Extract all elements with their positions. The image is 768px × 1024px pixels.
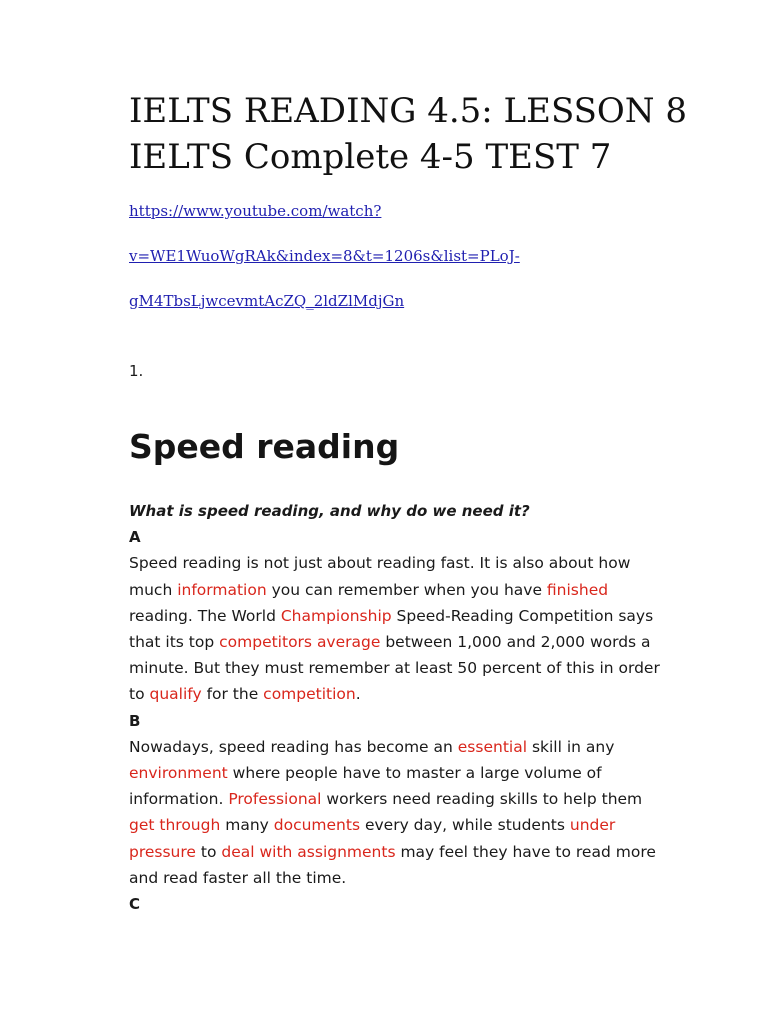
highlighted-term: documents: [273, 816, 361, 835]
highlighted-term: average: [316, 633, 381, 652]
highlighted-term: essential: [457, 737, 528, 756]
text-run: you can remember when you have: [266, 580, 547, 599]
paragraph-b: [129, 734, 729, 891]
text-run: information.: [129, 790, 229, 809]
text-run: minute. But they must remember at least 50 percent of this in order: [129, 659, 660, 678]
highlighted-term: Championship: [280, 606, 392, 625]
video-link-line-3[interactable]: gM4TbsLjwcevmtAcZQ_2ldZlMdjGn: [129, 292, 405, 310]
video-link-line-1[interactable]: https://www.youtube.com/watch?: [129, 202, 382, 220]
text-line: [129, 577, 729, 603]
heading-line-2: IELTS Complete 4-5 TEST 7: [129, 137, 612, 177]
text-run: and read faster all the time.: [129, 868, 347, 887]
highlighted-term: Professional: [228, 790, 322, 809]
text-run: .: [355, 685, 361, 704]
highlighted-term: competitors: [219, 633, 312, 652]
text-run: Speed-Reading Competition says: [391, 606, 654, 625]
paragraph-letter-b: B: [129, 711, 141, 730]
highlighted-term: under: [569, 816, 616, 835]
highlighted-term: get through: [129, 816, 221, 835]
text-run: reading. The World: [129, 606, 281, 625]
paragraph-a: [129, 550, 729, 707]
highlighted-term: deal with assignments: [221, 842, 396, 861]
text-line: [129, 865, 729, 891]
heading-line-1: IELTS READING 4.5: LESSON 8: [129, 91, 687, 131]
text-line: [129, 734, 729, 760]
text-run: skill in any: [527, 737, 615, 756]
highlighted-term: information: [177, 580, 267, 599]
highlighted-term: finished: [546, 580, 609, 599]
text-line: [129, 629, 729, 655]
text-run: between 1,000 and 2,000 words a: [380, 633, 651, 652]
article-body: [129, 498, 729, 917]
highlighted-term: pressure: [129, 842, 196, 861]
highlighted-term: qualify: [149, 685, 202, 704]
paragraph-letter-c: C: [129, 895, 141, 914]
text-line: [129, 760, 729, 786]
text-run: that its top: [129, 633, 220, 652]
video-link-line-2[interactable]: v=WE1WuoWgRAk&index=8&t=1206s&list=PLoJ-: [129, 247, 520, 265]
paragraph-letter-a: A: [129, 528, 141, 547]
text-run: every day, while students: [360, 816, 570, 835]
text-run: to: [195, 842, 222, 861]
text-run: to: [129, 685, 150, 704]
highlighted-term: competition: [263, 685, 356, 704]
text-line: [129, 603, 729, 629]
text-line: [129, 839, 729, 865]
text-run: workers need reading skills to help them: [321, 790, 643, 809]
highlighted-term: environment: [129, 764, 228, 783]
text-run: much: [129, 580, 178, 599]
list-number: 1.: [129, 362, 144, 380]
text-run: many: [220, 816, 274, 835]
text-run: may feel they have to read more: [395, 842, 656, 861]
document-heading: [129, 88, 687, 180]
text-line: [129, 681, 729, 707]
text-line: [129, 786, 729, 812]
text-line: [129, 655, 729, 681]
article-subtitle: What is speed reading, and why do we need it?: [129, 502, 530, 520]
text-run: for the: [201, 685, 264, 704]
text-line: [129, 550, 729, 576]
text-run: Nowadays, speed reading has become an: [129, 737, 458, 756]
text-run: Speed reading is not just about reading fast. It is also about how: [129, 554, 631, 573]
text-run: where people have to master a large volume of: [227, 764, 602, 783]
article-title: Speed reading: [129, 427, 400, 466]
text-line: [129, 812, 729, 838]
